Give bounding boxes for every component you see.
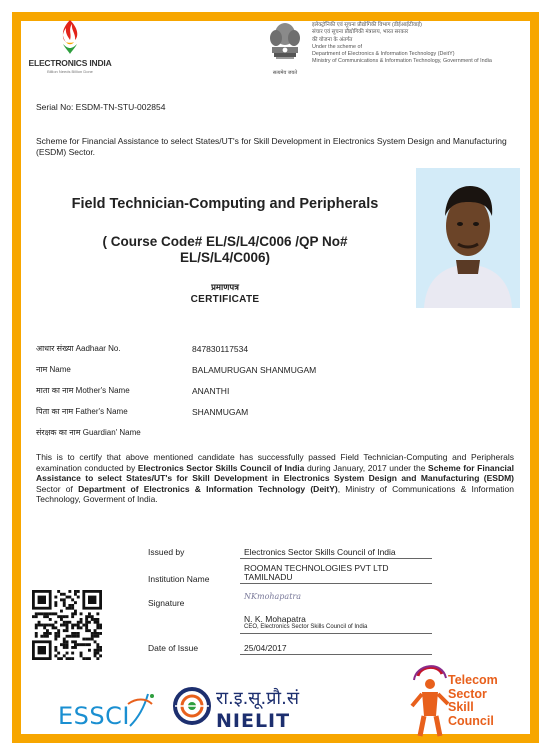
tssc-figure-icon (410, 662, 450, 740)
paragraph-text: , Ministry of Communications & Information Technology, Goverment of India. (36, 483, 514, 505)
mother-name-label: माता का नाम Mother's Name (36, 386, 130, 395)
course-code-line: EL/S/L4/C006) (179, 250, 271, 265)
signer-name: N. K. Mohapatra (244, 614, 306, 624)
ministry-line: इलेक्ट्रॉनिकी एवं सूचना प्रौद्योगिकी विभाग (डीईआईटीवाई) (312, 22, 422, 28)
ministry-line: की योजना के अंतर्गत (312, 36, 353, 43)
course-code (40, 234, 410, 266)
paragraph-bold: Electronics Sector Skills Council of India (137, 462, 305, 473)
serial-number: Serial No: ESDM-TN-STU-002854 (36, 102, 166, 112)
father-name-value: SHANMUGAM (192, 407, 249, 417)
aadhaar-value: 847830117534 (192, 344, 249, 354)
essci-logo (56, 690, 166, 730)
nielit-logo (172, 680, 342, 740)
tssc-line: Telecom (448, 673, 498, 687)
tssc-wordmark (448, 674, 498, 728)
name-value: BALAMURUGAN SHANMUGAM (192, 365, 317, 375)
signature-label: Signature (148, 598, 185, 608)
issued-by-label: Issued by (148, 547, 185, 557)
ministry-text (312, 22, 512, 66)
certification-paragraph (36, 452, 514, 505)
org-logo-name: ELECTRONICS INDIA (28, 58, 112, 68)
certificate-heading: CERTIFICATE (190, 294, 260, 305)
emblem-motto: सत्यमेव जयते (272, 70, 298, 76)
nielit-wordmark: NIELIT (216, 710, 291, 732)
paragraph-text: This is to certify that above mentioned candidate has successfully passed Field Technician-Computing and Peripherals examination conducted by (36, 452, 514, 473)
ministry-line: Department of Electronics & Information Technology (DeitY) (312, 51, 455, 58)
course-title: Field Technician-Computing and Peripherals (71, 196, 379, 212)
guardian-name-label: संरक्षक का नाम Guardian' Name (36, 428, 141, 437)
qr-code-icon (32, 590, 102, 660)
candidate-photo (416, 168, 520, 308)
course-code-line: ( Course Code# EL/S/L4/C006 /QP No# (102, 234, 348, 249)
national-emblem (265, 20, 305, 80)
divider (240, 583, 432, 584)
issued-by-value: Electronics Sector Skills Council of India (244, 547, 396, 557)
aadhaar-label: आधार संख्या Aadhaar No. (36, 344, 121, 353)
paragraph-text: Sector of (36, 483, 79, 494)
father-name-label: पिता का नाम Father's Name (36, 407, 128, 416)
date-of-issue-label: Date of Issue (148, 643, 199, 653)
signer-title: CEO, Electronics Sector Skills Council of India (244, 624, 368, 630)
ministry-line: संचार एवं सूचना प्रौद्योगिकी मंत्रालय, भारत सरकार (312, 29, 409, 36)
paragraph-bold: Scheme for Financial Assistance to select States/UT's for Skill Development in Electronics System Design and Manufacturing (ESDM) (36, 462, 515, 484)
ministry-line: Under the scheme of (312, 43, 363, 50)
signature-script: NKmohapatra (244, 592, 301, 601)
scheme-text: Scheme for Financial Assistance to select States/UT's for Skill Development in Electronics System Design and Manufacturing (ESDM) Sector. (36, 136, 507, 157)
flame-icon (57, 18, 83, 56)
essci-wordmark: ESSCI (58, 702, 130, 730)
tssc-line: Council (448, 713, 494, 728)
divider (240, 654, 432, 655)
mother-name-value: ANANTHI (192, 386, 230, 396)
institution-value-line1: ROOMAN TECHNOLOGIES PVT LTD (244, 563, 389, 573)
divider (240, 633, 432, 634)
institution-label: Institution Name (148, 574, 210, 584)
qr-code (32, 590, 102, 660)
tssc-logo (410, 662, 520, 740)
paragraph-bold: Department of Electronics & Information Technology (DeitY) (78, 483, 338, 494)
nielit-hindi: रा.इ.सू.प्रौ.सं (216, 688, 299, 709)
org-logo-tagline: Billion Needs Billion Done (47, 69, 93, 74)
certificate-heading-hindi: प्रमाणपत्र (211, 282, 239, 292)
tssc-line: Sector (448, 686, 487, 701)
name-label: नाम Name (36, 365, 71, 374)
paragraph-text: during January, 2017 under the (304, 462, 429, 473)
lion-capital-icon (265, 20, 305, 70)
divider (240, 558, 432, 559)
electronics-india-logo (20, 16, 120, 76)
date-of-issue-value: 25/04/2017 (244, 643, 287, 653)
institution-value-line2: TAMILNADU (244, 572, 293, 582)
tssc-line: Skill (448, 700, 474, 714)
person-photo-icon (416, 168, 520, 308)
ministry-line: Ministry of Communications & Information Technology, Government of India (312, 58, 492, 65)
nielit-globe-icon (172, 686, 212, 726)
